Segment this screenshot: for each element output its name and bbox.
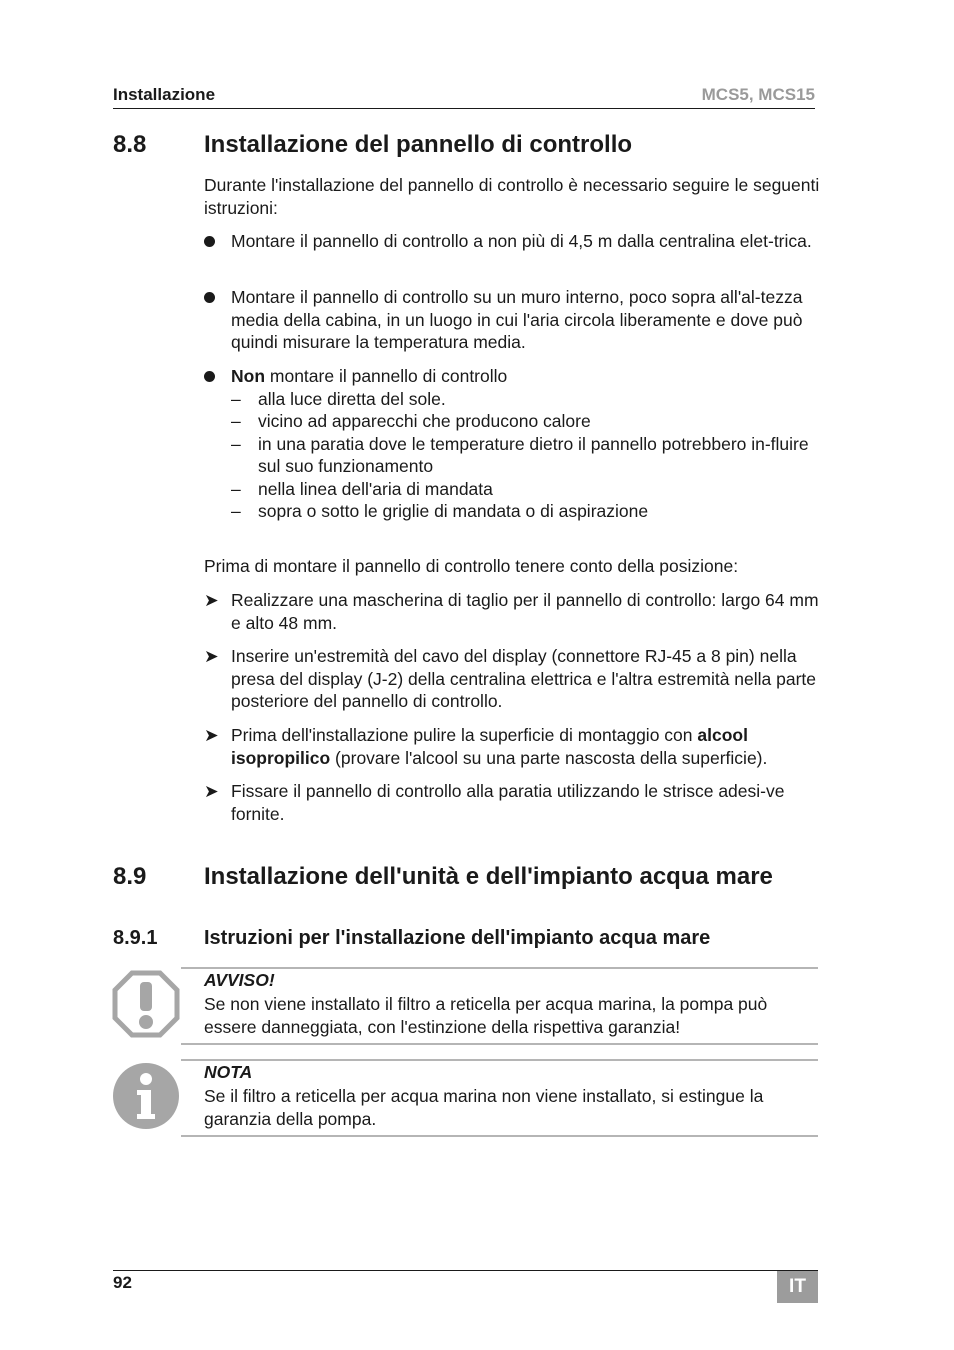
dash-marker: – <box>231 411 241 431</box>
bullet-dot-icon <box>204 286 226 309</box>
bullet-dot-icon <box>204 365 226 388</box>
info-icon <box>112 1062 180 1130</box>
intro-paragraph: Durante l'installazione del pannello di controllo è necessario seguire le seguenti istruzioni: <box>204 175 820 218</box>
bullet-item-1 <box>204 230 824 253</box>
dash-marker: – <box>231 388 241 409</box>
step-text-3-a: Prima dell'installazione pulire la superficie di montaggio con <box>231 725 698 745</box>
note-top-rule <box>181 1059 818 1061</box>
dash-item-text: vicino ad apparecchi che producono calore <box>258 411 591 431</box>
header-rule <box>113 108 815 109</box>
warning-exclamation-icon <box>112 970 180 1038</box>
dash-marker: – <box>231 478 241 499</box>
dash-item <box>231 410 824 433</box>
warning-label: AVVISO! <box>204 970 275 990</box>
note-bottom-rule <box>181 1135 818 1137</box>
step-text-4: Fissare il pannello di controllo alla paratia utilizzando le strisce adesi-ve fornite. <box>231 781 785 824</box>
bullet-text-1: Montare il pannello di controllo a non più di 4,5 m dalla centralina elet-trica. <box>231 231 812 251</box>
dash-item-text: in una paratia dove le temperature dietro il pannello potrebbero in-fluire sul suo funzionamento <box>258 433 809 476</box>
step-text-2: Inserire un'estremità del cavo del display (connettore RJ-45 a 8 pin) nella presa del display (J-2) della centralina elettrica e l'altra estremità nella parte posteriore del pannello di controllo. <box>231 646 817 711</box>
dash-list <box>231 388 824 523</box>
dash-item-text: sopra o sotto le griglie di mandata o di aspirazione <box>258 501 649 521</box>
note-text: Se il filtro a reticella per acqua marina non viene installato, si estingue la garanzia della pompa. <box>204 1086 764 1129</box>
bullet-item-2 <box>204 286 824 354</box>
arrow-right-icon: ➤ <box>204 781 219 801</box>
language-badge: IT <box>777 1271 818 1303</box>
step-item-2 <box>204 645 824 713</box>
warning-bottom-rule <box>181 1043 818 1045</box>
running-header-section: Installazione <box>113 85 216 104</box>
arrow-right-icon: ➤ <box>204 646 219 666</box>
dash-item <box>231 500 824 523</box>
section-number-8-8: 8.8 <box>113 131 147 158</box>
arrow-right-icon: ➤ <box>204 590 219 610</box>
bullet-text-3 <box>231 365 824 388</box>
section-title-8-9: Installazione dell'unità e dell'impianto acqua mare <box>204 863 773 890</box>
bullet-text-2: Montare il pannello di controllo su un muro interno, poco sopra all'al-tezza media della cabina, in un luogo in cui l'aria circola liberamente e dove può quindi misurare la temperatura media. <box>231 287 803 352</box>
step-text-3-c: (provare l'alcool su una parte nascosta della superficie). <box>330 747 768 768</box>
warning-text: Se non viene installato il filtro a reticella per acqua marina, la pompa può essere danneggiata, con l'estinzione della rispettiva garanzia! <box>204 994 768 1037</box>
before-mounting-paragraph: Prima di montare il pannello di controllo tenere conto della posizione: <box>204 556 739 576</box>
bullet-dot-icon <box>204 230 226 253</box>
step-item-3 <box>204 724 824 769</box>
arrow-right-icon: ➤ <box>204 725 219 745</box>
step-item-1 <box>204 589 824 634</box>
section-title-8-9-1: Istruzioni per l'installazione dell'impianto acqua mare <box>204 927 711 949</box>
step-text-1: Realizzare una mascherina di taglio per il pannello di controllo: largo 64 mm e alto 48 mm. <box>231 590 819 633</box>
footer-rule <box>113 1270 818 1271</box>
running-header-model: MCS5, MCS15 <box>701 85 815 104</box>
dash-item-text: nella linea dell'aria di mandata <box>258 478 493 499</box>
step-text-3-bold: alcool isopropilico <box>231 725 748 768</box>
warning-top-rule <box>181 967 818 969</box>
step-text-3 <box>231 724 824 769</box>
dash-item <box>231 478 824 501</box>
dash-marker: – <box>231 501 241 521</box>
dash-marker: – <box>231 433 241 454</box>
section-number-8-9-1: 8.9.1 <box>113 927 158 949</box>
page-number: 92 <box>113 1273 132 1292</box>
bullet-text-3-rest: montare il pannello di controllo <box>265 366 508 386</box>
bullet-text-3-bold: Non <box>231 366 266 386</box>
section-title-8-8: Installazione del pannello di controllo <box>204 131 633 158</box>
dash-item-text: alla luce diretta del sole. <box>258 388 446 409</box>
dash-item <box>231 433 824 478</box>
step-item-4 <box>204 780 824 825</box>
bullet-item-3 <box>204 365 824 523</box>
note-label: NOTA <box>204 1062 253 1082</box>
section-number-8-9: 8.9 <box>113 863 147 890</box>
dash-item <box>231 388 824 411</box>
